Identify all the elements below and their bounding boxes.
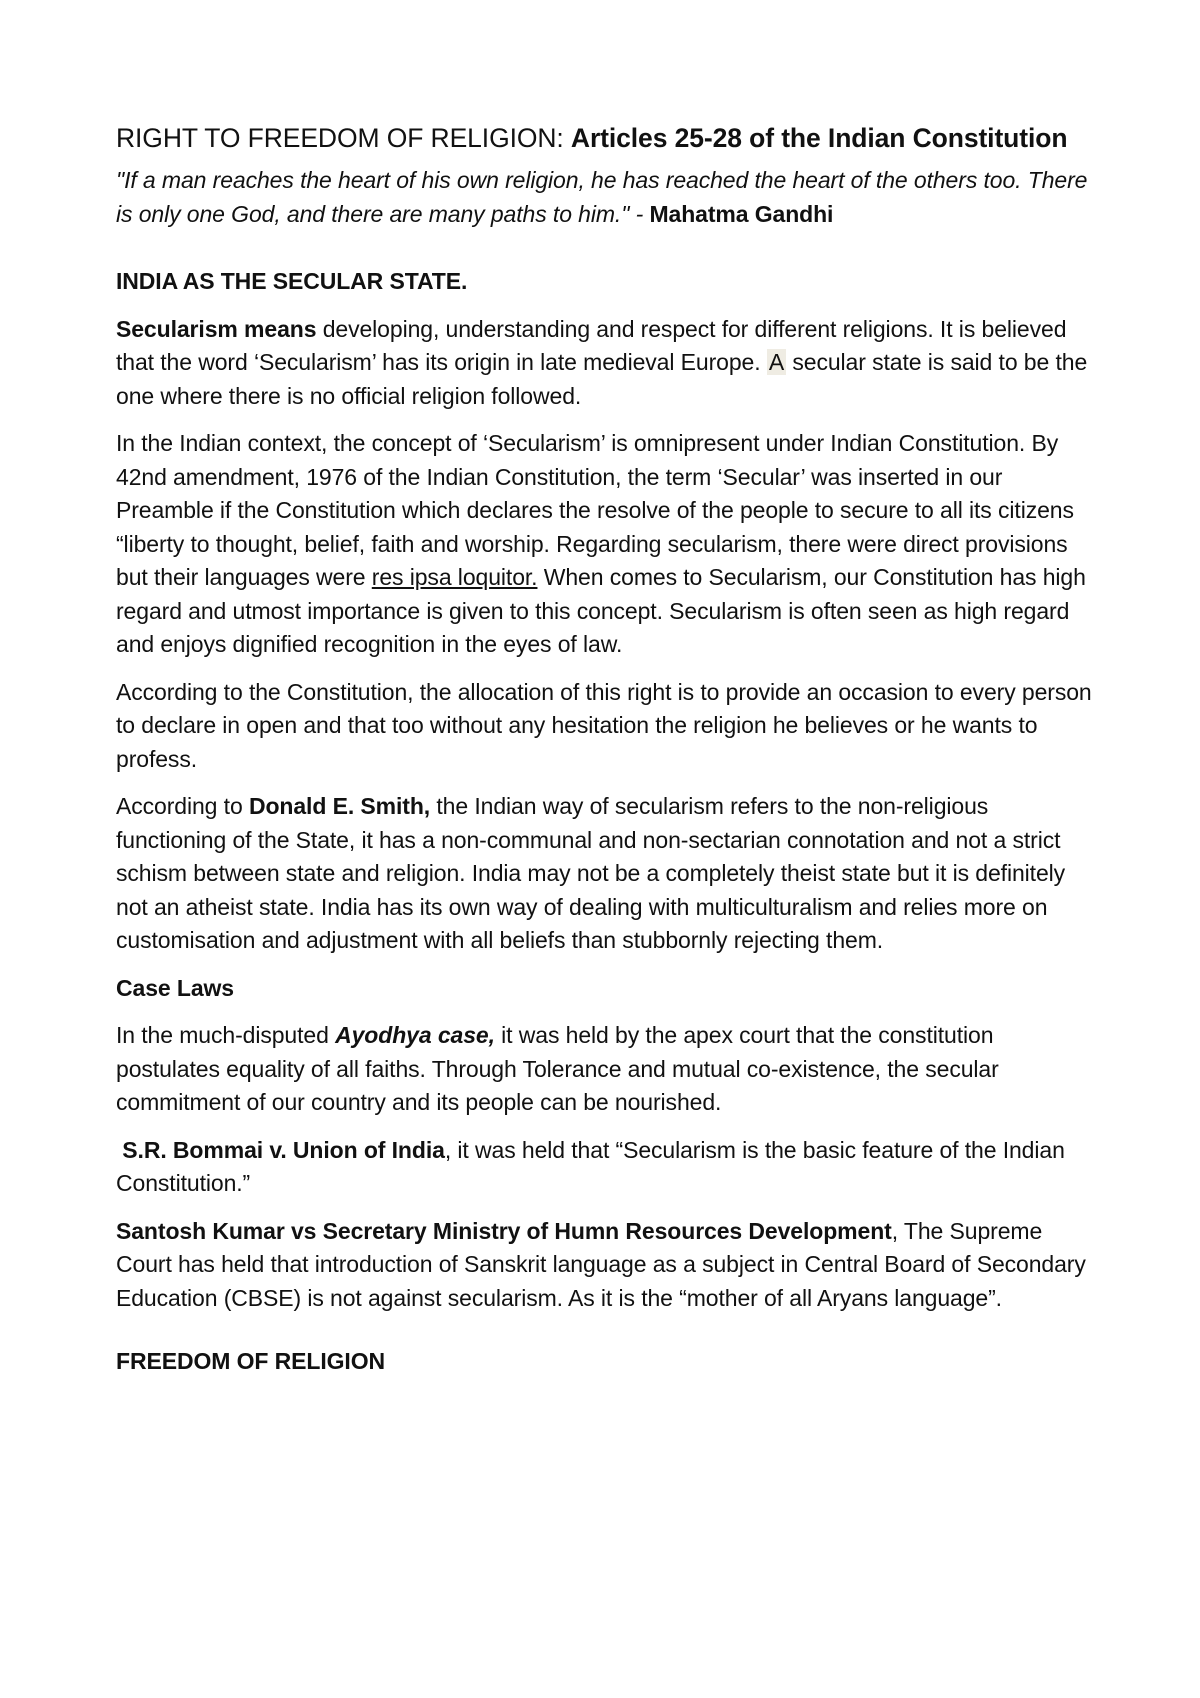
secularism-means-bold: Secularism means [116, 315, 317, 342]
section-heading-secular-state: INDIA AS THE SECULAR STATE. [116, 268, 468, 294]
indian-context-text1: In the Indian context, the concept of ‘Secularism’ is omnipresent under Indian Constitution. By 42nd amendment, 1976 of the Indian Constitution, the term ‘Secular’ was inserted in our Preamble if the Constitution which declares the resolve of the people to secure to all its citizens “liberty to thought, belief, faith and worship. Regarding secularism, there were direct provisions but their languages were [116, 430, 1074, 590]
santosh-kumar-text: , The Supreme Court has held that introduction of Sanskrit language as a subject in Central Board of Secondary Education (CBSE) is not against secularism. As it is the “mother of all Aryans language”. [116, 1217, 1086, 1311]
document-body [116, 118, 1096, 1393]
section-heading-freedom-of-religion: FREEDOM OF RELIGION [116, 1348, 385, 1374]
paragraph-according-to-constitution: According to the Constitution, the allocation of this right is to provide an occasion to every person to declare in open and that too without any hesitation the religion he believes or he wants to profess. [116, 678, 1092, 772]
santosh-kumar-case-name: Santosh Kumar vs Secretary Ministry of Humn Resources Development [116, 1217, 892, 1244]
case-ayodhya [116, 1019, 1096, 1120]
title-plain: RIGHT TO FREEDOM OF RELIGION: [116, 123, 571, 153]
paragraph-donald-smith [116, 790, 1096, 958]
donald-smith-text2: the Indian way of secularism refers to the non-religious functioning of the State, it has a non-communal and non-sectarian connotation and not a strict schism between state and religion. India may not be a completely theist state but it is definitely not an atheist state. India has its own way of dealing with multiculturalism and relies more on customisation and adjustment with all beliefs than stubbornly rejecting them. [116, 793, 1066, 953]
ayodhya-text2: it was held by the apex court that the constitution postulates equality of all faiths. Through Tolerance and mutual co-existence, the secular commitment of our country and its people can be nourished. [116, 1022, 999, 1115]
secularism-means-text1: developing, understanding and respect for different religions. It is believed that the word ‘Secularism’ has its origin in late medieval Europe. [116, 315, 1067, 375]
gandhi-quote [116, 164, 1096, 231]
case-santosh-kumar [116, 1215, 1096, 1316]
document-title [116, 118, 1096, 158]
quote-author: Mahatma Gandhi [649, 200, 834, 227]
title-bold: Articles 25-28 of the Indian Constitution [570, 123, 1068, 153]
quote-text: "If a man reaches the heart of his own religion, he has reached the heart of the others too. There is only one God, and there are many paths to him." [116, 167, 1088, 227]
highlighted-text: A [768, 349, 785, 375]
indian-context-text2: When comes to Secularism, our Constitution has high regard and utmost importance is given to this concept. Secularism is often seen as high regard and enjoys dignified recognition in the eyes of law. [116, 564, 1086, 657]
bommai-text: , it was held that “Secularism is the basic feature of the Indian Constitution.” [116, 1136, 1065, 1196]
secularism-means-text2: secular state is said to be the one where there is no official religion followed. [116, 349, 1088, 409]
res-ipsa-loquitor-underlined: res ipsa loquitor. [371, 564, 538, 590]
section-heading-case-laws: Case Laws [116, 974, 234, 1001]
bommai-case-name: S.R. Bommai v. Union of India [116, 1136, 445, 1163]
quote-separator: - [629, 200, 650, 227]
ayodhya-text1: In the much-disputed [116, 1022, 336, 1048]
case-bommai [116, 1134, 1096, 1201]
paragraph-secularism-means [116, 313, 1096, 414]
paragraph-indian-context [116, 427, 1096, 662]
donald-smith-text1: According to [116, 793, 249, 819]
donald-smith-name: Donald E. Smith, [248, 793, 431, 819]
ayodhya-case-name: Ayodhya case, [335, 1022, 495, 1048]
